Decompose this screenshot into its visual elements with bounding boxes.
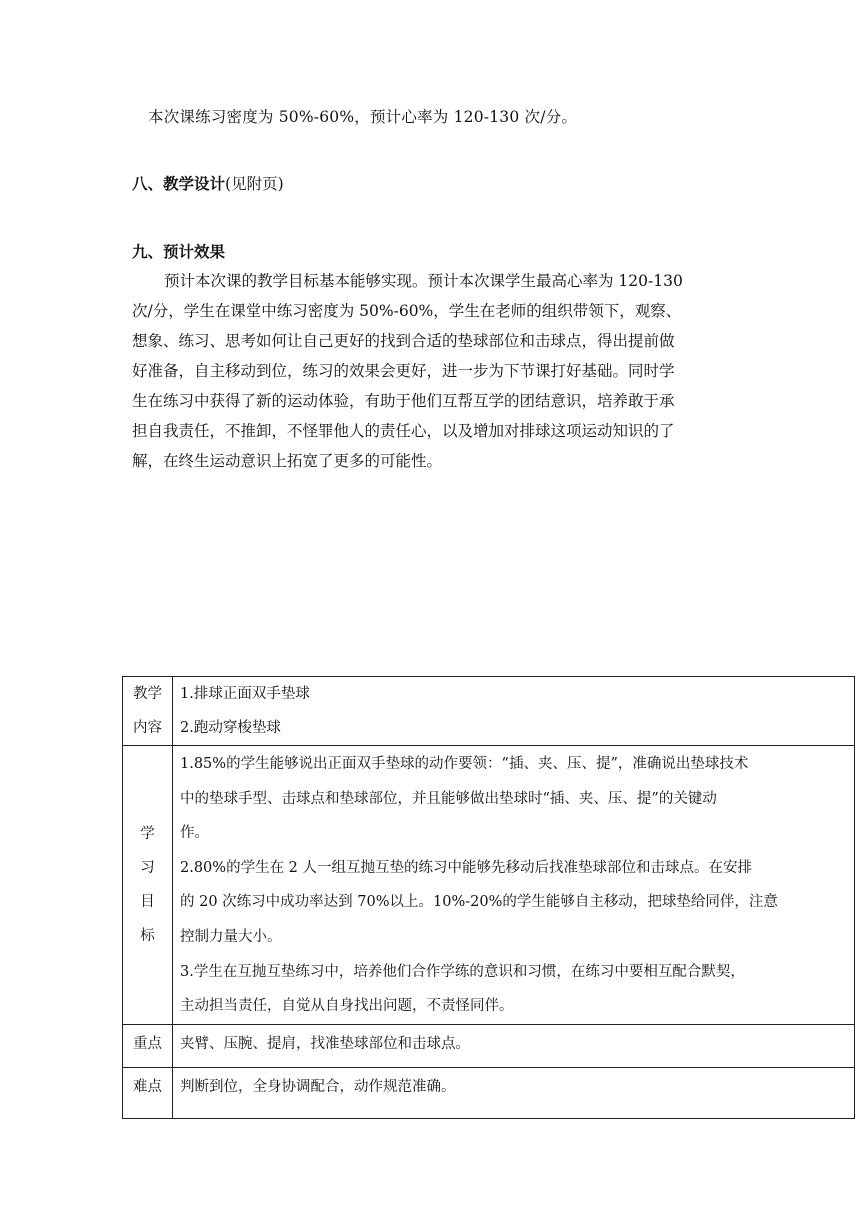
difficulty-text: 判断到位，全身协调配合，动作规范准确。: [173, 1067, 855, 1118]
goal-line: 控制力量大小。: [180, 928, 282, 945]
section-8-note: (见附页): [225, 175, 284, 193]
key-point-row: [123, 1024, 855, 1067]
section-8-title: 八、教学设计: [132, 175, 226, 193]
paragraph-line: 好准备，自主移动到位，练习的效果会更好，进一步为下节课打好基础。同时学: [132, 362, 675, 380]
lesson-table: [122, 676, 855, 1119]
paragraph-line: 解，在终生运动意识上拓宽了更多的可能性。: [132, 452, 443, 470]
paragraph-line: 想象、练习、思考如何让自己更好的找到合适的垫球部位和击球点，得出提前做: [132, 332, 675, 350]
content-body: [173, 677, 855, 746]
goal-line: 2.80%的学生在 2 人一组互抛互垫的练习中能够先移动后找准垫球部位和击球点。在安排: [180, 859, 753, 876]
goal-line: 主动担当责任，自觉从自身找出问题，不责怪同伴。: [180, 998, 514, 1015]
goal-line: 的 20 次练习中成功率达到 70%以上。10%-20%的学生能够自主移动，把球垫给同伴，注意: [180, 894, 778, 911]
section-9-paragraph: [132, 266, 732, 476]
content-item: 1.排球正面双手垫球: [180, 686, 310, 702]
goals-label: 学 习 目 标: [123, 746, 173, 1025]
goals-row: [123, 746, 855, 1025]
difficulty-label: 难点: [123, 1067, 173, 1118]
difficulty-row: [123, 1067, 855, 1118]
paragraph-line: 预计本次课的教学目标基本能够实现。预计本次课学生最高心率为 120-130: [164, 272, 683, 290]
section-9-heading: 九、预计效果: [132, 243, 226, 261]
goal-line: 中的垫球手型、击球点和垫球部位，并且能够做出垫球时“插、夹、压、提”的关键动: [180, 790, 717, 807]
key-point-label: 重点: [123, 1024, 173, 1067]
content-item: 2.跑动穿梭垫球: [180, 720, 281, 736]
goals-body: [173, 746, 855, 1025]
paragraph-line: 生在练习中获得了新的运动体验，有助于他们互帮互学的团结意识，培养敢于承: [132, 392, 675, 410]
goal-line: 作。: [180, 825, 209, 842]
intro-line: 本次课练习密度为 50%-60%，预计心率为 120-130 次/分。: [148, 108, 578, 126]
goal-line: 1.85%的学生能够说出正面双手垫球的动作要领：“插、夹、压、提”，准确说出垫球技术: [180, 756, 749, 772]
goal-line: 3.学生在互抛互垫练习中，培养他们合作学练的意识和习惯，在练习中要相互配合默契，: [180, 963, 745, 980]
paragraph-line: 担自我责任，不推卸，不怪罪他人的责任心，以及增加对排球这项运动知识的了: [132, 422, 675, 440]
content-label: 教学 内容: [123, 677, 173, 746]
content-row: [123, 677, 855, 746]
section-8-heading: [132, 172, 284, 194]
paragraph-line: 次/分，学生在课堂中练习密度为 50%-60%，学生在老师的组织带领下，观察、: [132, 302, 682, 320]
key-point-text: 夹臂、压腕、提肩，找准垫球部位和击球点。: [173, 1024, 855, 1067]
